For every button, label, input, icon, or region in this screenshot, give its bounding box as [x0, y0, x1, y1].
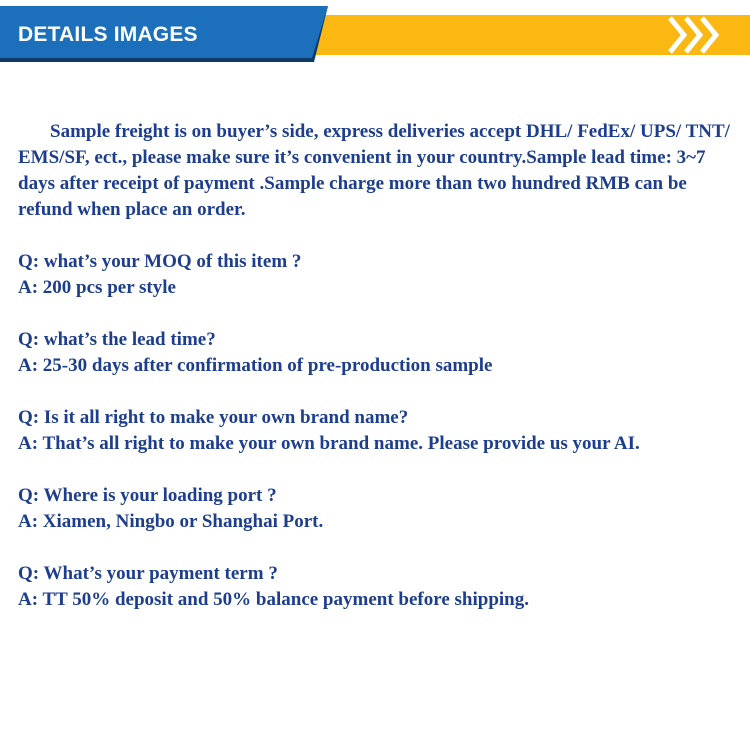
faq-answer: A: TT 50% deposit and 50% balance payment before shipping. — [18, 589, 529, 610]
faq-answer: A: That’s all right to make your own brand name. Please provide us your AI. — [18, 433, 640, 454]
faq-item — [18, 405, 733, 457]
faq-item — [18, 561, 733, 613]
faq-question: Q: what’s the lead time? — [18, 329, 216, 350]
faq-answer: A: Xiamen, Ningbo or Shanghai Port. — [18, 511, 324, 532]
faq-question: Q: Is it all right to make your own brand name? — [18, 407, 409, 428]
faq-answer: A: 200 pcs per style — [18, 277, 176, 298]
faq-question: Q: what’s your MOQ of this item ? — [18, 251, 302, 272]
faq-item — [18, 327, 733, 379]
faq-item — [18, 483, 733, 535]
faq-question: Q: Where is your loading port ? — [18, 485, 277, 506]
page-title: DETAILS IMAGES — [18, 23, 198, 46]
intro-paragraph: Sample freight is on buyer’s side, express deliveries accept DHL/ FedEx/ UPS/ TNT/ EMS/SF, ect., please make sure it’s convenient in your country.Sample lead time: 3~7 days after receipt of payment .Sample charge more than two hundred RMB can be refund when place an order. — [18, 121, 730, 220]
faq-answer: A: 25-30 days after confirmation of pre-production sample — [18, 355, 493, 376]
faq-question: Q: What’s your payment term ? — [18, 563, 278, 584]
header-banner — [0, 0, 750, 62]
details-content — [18, 119, 733, 639]
faq-item — [18, 249, 733, 301]
